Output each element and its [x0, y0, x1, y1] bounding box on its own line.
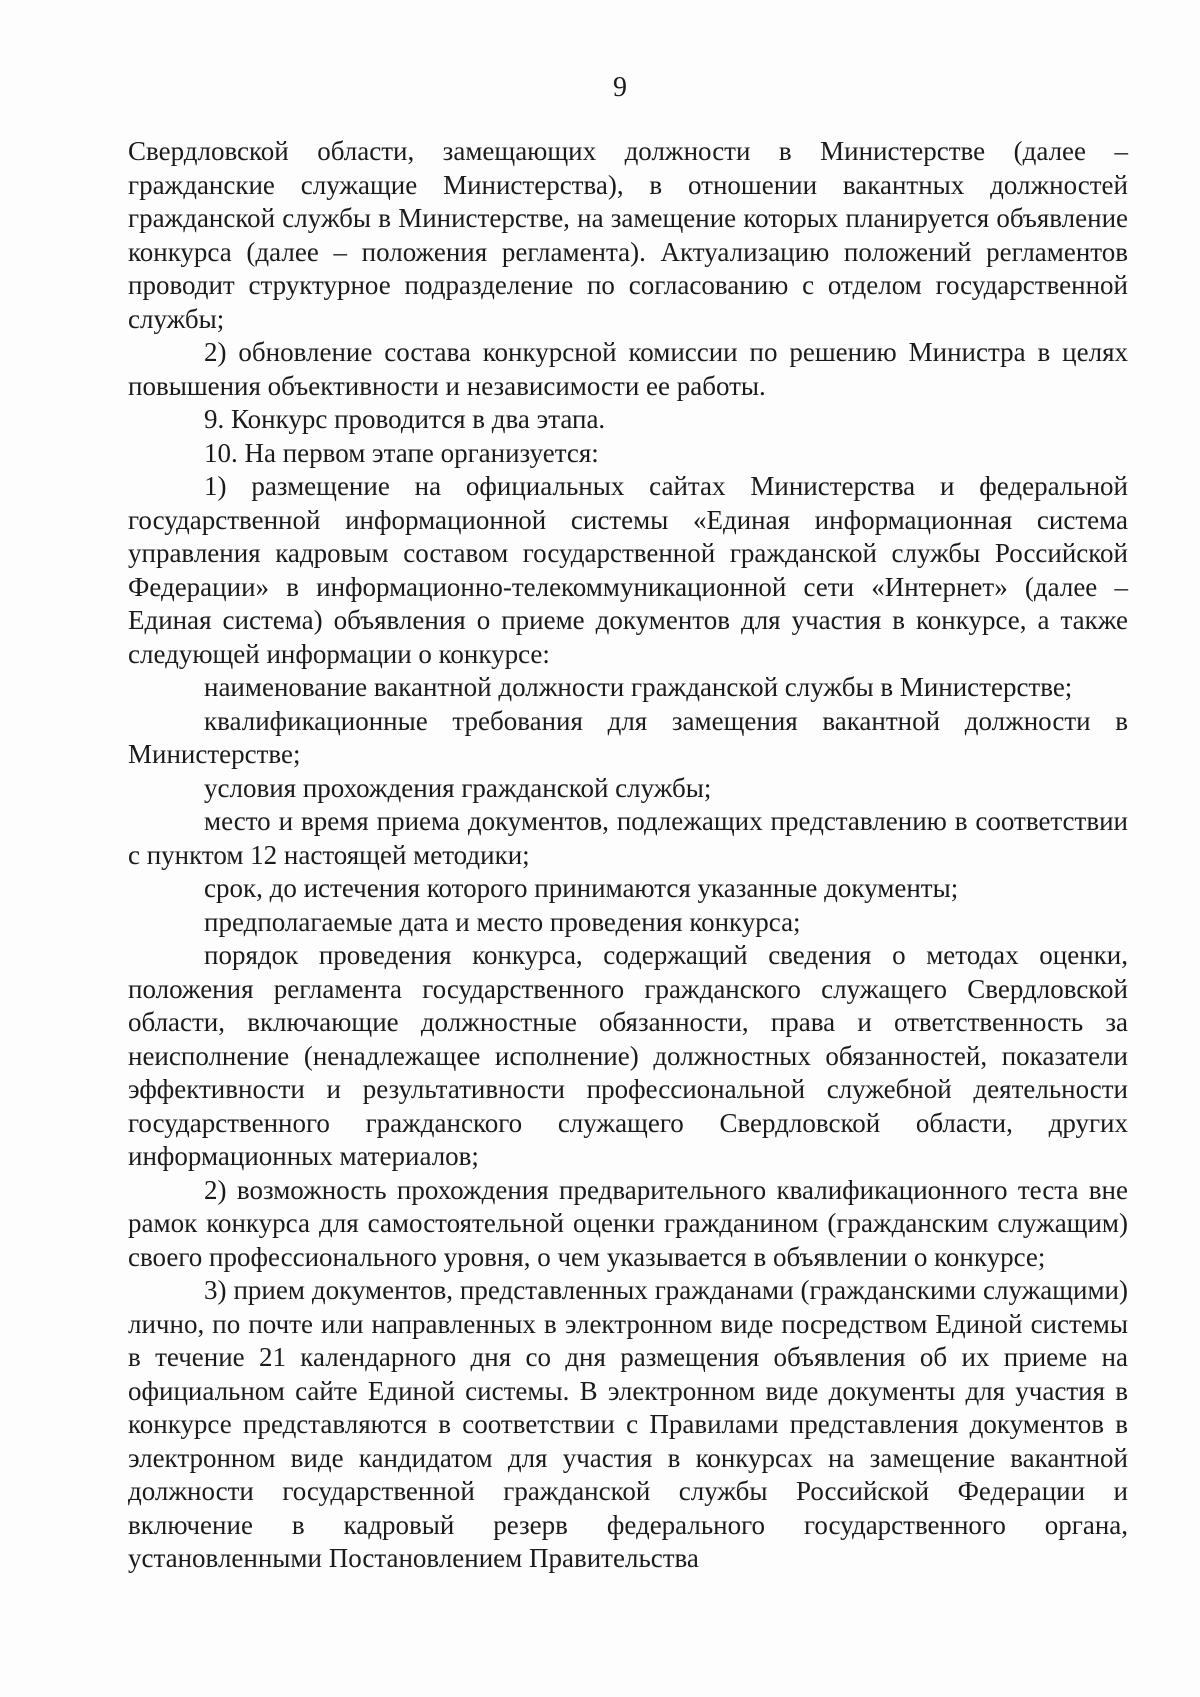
paragraph-item-1-publication: 1) размещение на официальных сайтах Министерства и федеральной государственной информационной системы «Единая информационная система управления кадровым составом государственной гражданской службы Российской Федерации» в информационно-телекоммуникационной сети «Интернет» (далее – Единая система) объявления о приеме документов для участия в конкурсе, а также следующей информации о конкурсе:	[128, 471, 1128, 669]
page-number: 9	[613, 72, 627, 103]
paragraph-item-2-commission: 2) обновление состава конкурсной комиссии по решению Министра в целях повышения объективности и независимости ее работы.	[128, 337, 1128, 401]
paragraph-continuation: Свердловской области, замещающих должности в Министерстве (далее – гражданские служащие Министерства), в отношении вакантных должностей гражданской службы в Министерстве, на замещение которых планируется объявление конкурса (далее – положения регламента). Актуализацию положений регламентов проводит структурное подразделение по согласованию с отделом государственной службы;	[128, 136, 1128, 334]
paragraph-qualification-requirements: квалификационные требования для замещения вакантной должности в Министерстве;	[128, 705, 1128, 769]
paragraph-contest-date-place: предполагаемые дата и место проведения конкурса;	[204, 906, 801, 937]
paragraph-document-deadline: срок, до истечения которого принимаются указанные документы;	[204, 873, 959, 903]
body-text	[128, 135, 1128, 1576]
paragraph-contest-procedure: порядок проведения конкурса, содержащий сведения о методах оценки, положения регламента государственного гражданского служащего Свердловской области, включающие должностные обязанности, права и ответственность за неисполнение (ненадлежащее исполнение) должностных обязанностей, показатели эффективности и результативности профессиональной служебной деятельности государственного гражданского служащего Свердловской области, других информационных материалов;	[128, 940, 1128, 1171]
paragraph-vacancy-name: наименование вакантной должности гражданской службы в Министерстве;	[204, 672, 1073, 702]
paragraph-item-2-qualification-test: 2) возможность прохождения предварительного квалификационного теста вне рамок конкурса для самостоятельной оценки гражданином (гражданским служащим) своего профессионального уровня, о чем указывается в объявлении о конкурсе;	[128, 1174, 1128, 1272]
paragraph-item-3-document-reception: 3) прием документов, представленных гражданами (гражданскими служащими) лично, по почте или направленных в электронном виде посредством Единой системы в течение 21 календарного дня со дня размещения объявления об их приеме на официальном сайте Единой системы. В электронном виде документы для участия в конкурсе представляются в соответствии с Правилами представления документов в электронном виде кандидатом для участия в конкурсах на замещение вакантной должности государственной гражданской службы Российской Федерации и включение в кадровый резерв федерального государственного органа, установленными Постановлением Правительства	[128, 1275, 1128, 1573]
paragraph-10-first-stage: 10. На первом этапе организуется:	[204, 437, 599, 468]
paragraph-9-stages: 9. Конкурс проводится в два этапа.	[204, 404, 606, 434]
paragraph-service-conditions: условия прохождения гражданской службы;	[204, 772, 712, 803]
paragraph-document-reception-place: место и время приема документов, подлежащих представлению в соответствии с пунктом 12 настоящей методики;	[128, 806, 1128, 870]
